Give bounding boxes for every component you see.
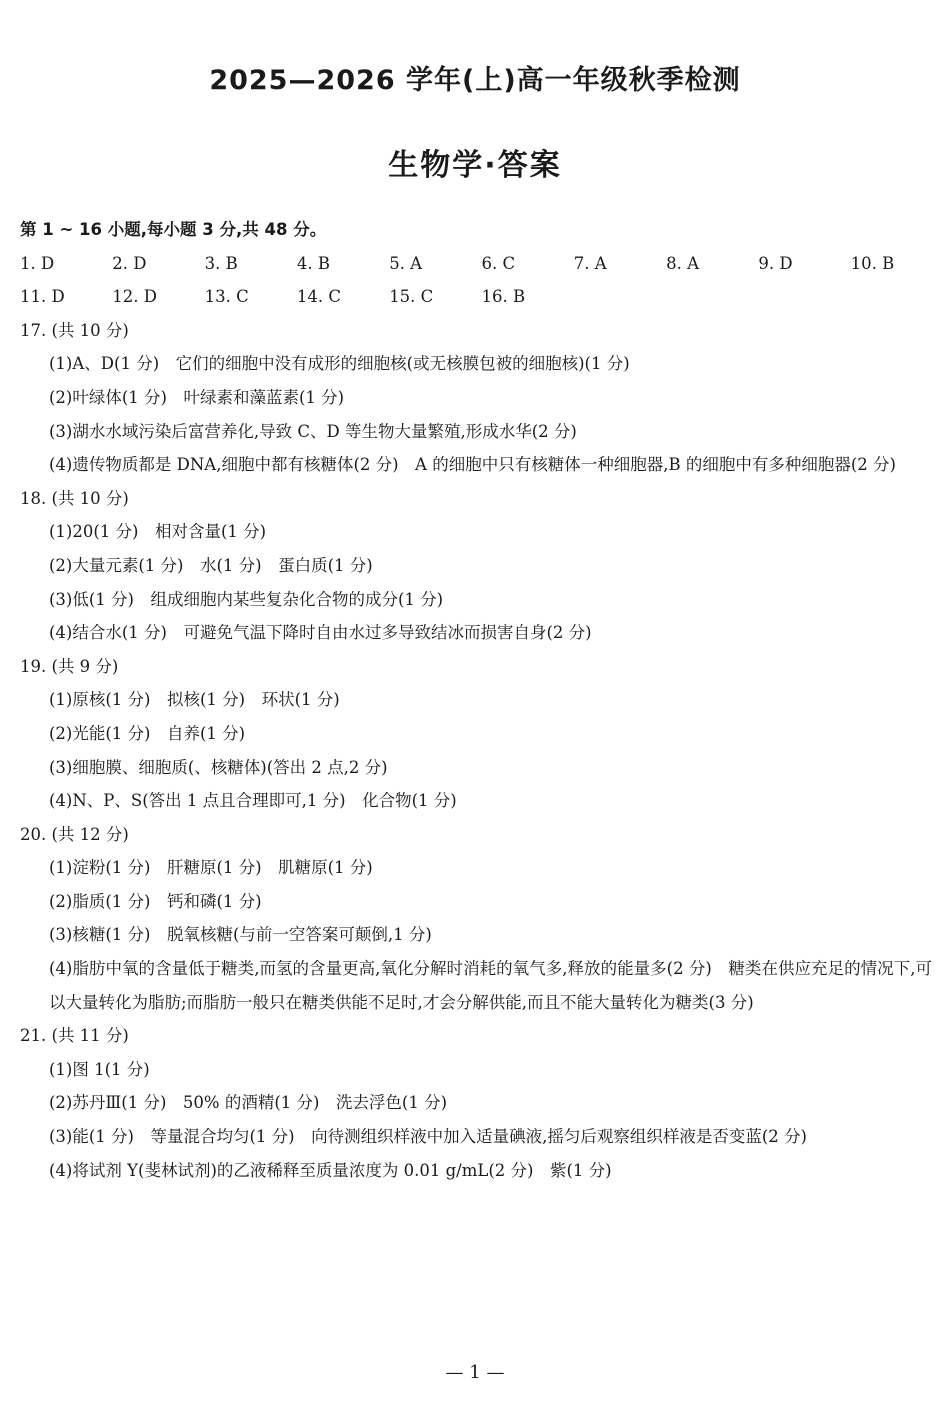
q18-answer-1: (1)20(1 分) 相对含量(1 分) — [49, 522, 267, 542]
q17-answer-1: (1)A、D(1 分) 它们的细胞中没有成形的细胞核(或无核膜包被的细胞核)(1 分) — [49, 354, 630, 374]
mc-answer: 16. B — [481, 287, 526, 307]
q20-answer-4: (4)脂肪中氧的含量低于糖类,而氢的含量更高,氧化分解时消耗的氧气多,释放的能量多(2 分) 糖类在供应充足的情况下,可以大量转化为脂肪;而脂肪一般只在糖类供能不足时,才会分解供能,而且不能大量转化为糖类(3 分) — [49, 959, 932, 1012]
q21-answer-3: (3)能(1 分) 等量混合均匀(1 分) 向待测组织样液中加入适量碘液,摇匀后观察组织样液是否变蓝(2 分) — [49, 1127, 807, 1147]
q20-answer-1: (1)淀粉(1 分) 肝糖原(1 分) 肌糖原(1 分) — [49, 858, 373, 878]
q21-answer-4: (4)将试剂 Y(斐林试剂)的乙液稀释至质量浓度为 0.01 g/mL(2 分) 紫(1 分) — [49, 1160, 612, 1180]
q17-answer-4: (4)遗传物质都是 DNA,细胞中都有核糖体(2 分) A 的细胞中只有核糖体一种细胞器,B 的细胞中有多种细胞器(2 分) — [49, 455, 896, 475]
mc-answer: 14. C — [296, 287, 342, 307]
page-number: — 1 — — [445, 1362, 505, 1383]
question-21-heading: 21. (共 11 分) — [20, 1026, 129, 1046]
q19-answer-3: (3)细胞膜、细胞质(、核糖体)(答出 2 点,2 分) — [49, 757, 388, 777]
mc-intro: 第 1 ~ 16 小题,每小题 3 分,共 48 分。 — [20, 220, 327, 239]
q20-answer-3: (3)核糖(1 分) 脱氧核糖(与前一空答案可颠倒,1 分) — [49, 925, 432, 945]
document-title: 2025—2026 学年(上)高一年级秋季检测 — [209, 65, 741, 96]
q17-answer-3: (3)湖水水域污染后富营养化,导致 C、D 等生物大量繁殖,形成水华(2 分) — [49, 421, 577, 441]
mc-answer: 2. D — [112, 253, 147, 273]
q19-answer-2: (2)光能(1 分) 自养(1 分) — [49, 723, 246, 743]
q17-answer-2: (2)叶绿体(1 分) 叶绿素和藻蓝素(1 分) — [49, 387, 345, 407]
mc-answer: 11. D — [20, 287, 65, 307]
mc-answer: 1. D — [20, 253, 55, 273]
mc-answer: 7. A — [573, 253, 607, 273]
answer-content — [20, 213, 932, 1187]
question-20-heading: 20. (共 12 分) — [20, 824, 129, 844]
mc-answer: 5. A — [389, 253, 423, 273]
q21-answer-1: (1)图 1(1 分) — [49, 1059, 150, 1079]
mc-answer: 13. C — [204, 287, 249, 307]
mc-row-1 — [20, 247, 932, 281]
q18-answer-3: (3)低(1 分) 组成细胞内某些复杂化合物的成分(1 分) — [49, 589, 444, 609]
mc-answer: 10. B — [850, 253, 895, 273]
mc-answer: 6. C — [481, 253, 516, 273]
mc-answer: 3. B — [204, 253, 238, 273]
document-subtitle: 生物学·答案 — [388, 148, 562, 183]
mc-answer: 12. D — [112, 287, 158, 307]
question-18-heading: 18. (共 10 分) — [20, 488, 129, 508]
mc-answer: 4. B — [296, 253, 331, 273]
q18-answer-4: (4)结合水(1 分) 可避免气温下降时自由水过多导致结冰而损害自身(2 分) — [49, 623, 592, 643]
question-19-heading: 19. (共 9 分) — [20, 656, 119, 676]
q21-answer-2: (2)苏丹Ⅲ(1 分) 50% 的酒精(1 分) 洗去浮色(1 分) — [49, 1093, 448, 1113]
mc-row-2 — [20, 280, 932, 314]
question-17-heading: 17. (共 10 分) — [20, 320, 129, 340]
q18-answer-2: (2)大量元素(1 分) 水(1 分) 蛋白质(1 分) — [49, 555, 373, 575]
mc-answer: 15. C — [389, 287, 434, 307]
q20-answer-2: (2)脂质(1 分) 钙和磷(1 分) — [49, 891, 262, 911]
mc-answer: 9. D — [758, 253, 793, 273]
q19-answer-1: (1)原核(1 分) 拟核(1 分) 环状(1 分) — [49, 690, 340, 710]
q19-answer-4: (4)N、P、S(答出 1 点且合理即可,1 分) 化合物(1 分) — [49, 791, 457, 811]
mc-answer: 8. A — [666, 253, 699, 273]
